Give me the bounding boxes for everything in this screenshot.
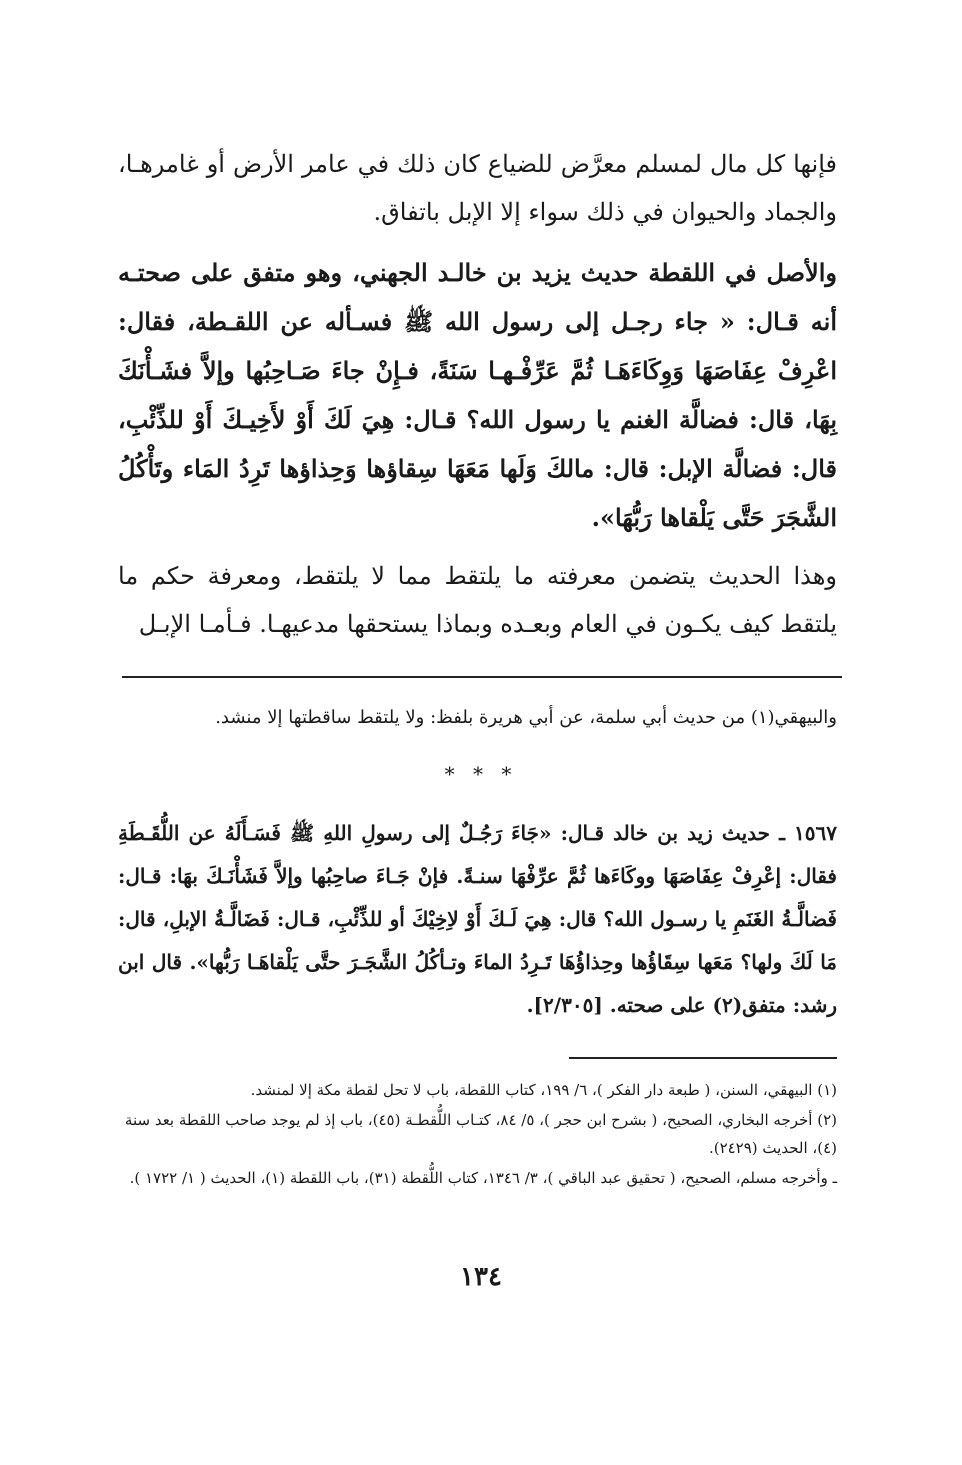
- main-paragraph-1: فإنها كل مال لمسلم معرَّض للضياع كان ذلك في عامر الأرض أو غامرهـا، والجماد والحيوان في ذلك سواء إلا الإبل باتفاق.: [118, 150, 837, 226]
- footnote-2-continued: ـ وأخرجه مسلم، الصحيح، ( تحقيق عبد الباقي )، ٣/ ١٣٤٦، كتاب اللُّقطة (٣١)، باب اللقطة (١)، الحديث ( ١/ ١٧٢٢ ).: [129, 1169, 837, 1187]
- footnote-1: (١) البيهقي، السنن، ( طبعة دار الفكر )، ٦/ ١٩٩، كتاب اللقطة، باب لا تحل لقطة مكة إلا لمنشد.: [250, 1081, 837, 1099]
- footnote-2: (٢) أخرجه البخاري، الصحيح، ( بشرح ابن حجر )، ٥/ ٨٤، كتـاب اللُّقطـة (٤٥)، باب إذ لم يوجد صاحب اللقطة بعد سنة (٤)، الحديث (٢٤٢٩).: [124, 1111, 837, 1157]
- separator-rule: [122, 676, 842, 678]
- lower-continuation-line: والبيهقي(١) من حديث أبي سلمة، عن أبي هريرة بلفظ: ولا يلتقط ساقطتها إلا منشد.: [215, 707, 837, 728]
- section-separator-stars: * * *: [444, 762, 518, 786]
- main-paragraph-hadith: والأصل في اللقطة حديث يزيد بن خالـد الجهني، وهو متفق على صحتـه أنه قـال: « جاء رجـل إلى رسول الله ﷺ فسـأله عن اللقـطة، فقال: اعْرِفْ عِفَاصَهَا وَوِكَاءَهَـا ثُمَّ عَرِّفْـهـا سَنَةً، فـإِنْ جاءَ صَـاحِبُها وإلاَّ فشَـأْنَكَ بِهَا، قال: فضالَّة الغنم يا رسول الله؟ قـال: هِيَ لَكَ أَوْ لأَخِيـكَ أَوْ للذِّئْبِ، قال: فضالَّة الإبل: قال: مالكَ وَلَها مَعَهَا سِقاؤها وَحِذاؤها تَرِدُ المَاء وتَأْكُلُ الشَّجَرَ حَتَّى يَلْقاها رَبُّهَا».: [118, 258, 837, 532]
- lower-hadith-paragraph: ١٥٦٧ ـ حديث زيد بن خالد قـال: «جَاءَ رَجُـلٌ إلى رسولِ اللهِ ﷺ فَسَـأَلَهُ عن اللُّقَـطَةِ فقال: إعْرِفْ عِفَاصَهَا ووكَاءَها ثُمَّ عرِّفْهَا سنـةً. فإنْ جَـاءَ صاحِبُها وإلاَّ فَشَأْنَـكَ بهَا: قـال: فَضالَّـةُ الغَنَمِ يا رسـول الله؟ قال: هِيَ لَـكَ أَوْ لاِخِيْكَ أو للذِّئْبِ، قـال: فَضَالَّـةُ الإبلِ، قال: مَا لَكَ ولها؟ مَعَها سِقَاؤُها وحِذاؤُهَا تَـرِدُ الماءَ وتـأكُلُ الشَّجَـرَ حتَّى يَلْقاهَـا رَبُّها». قال ابن رشد: متفق(٢) على صحته. [٢/٣٠٥].: [118, 821, 838, 1017]
- footnotes: [118, 1076, 837, 1194]
- main-paragraph-3: وهذا الحديث يتضمن معرفته ما يلتقط مما لا يلتقط، ومعرفة حكم ما يلتقط كيف يكـون في العام وبعـده وبماذا يستحقها مدعيهـا. فـأمـا الإبـل: [118, 562, 837, 638]
- footnote-rule: [569, 1057, 837, 1059]
- page-number: ١٣٤: [460, 1262, 502, 1292]
